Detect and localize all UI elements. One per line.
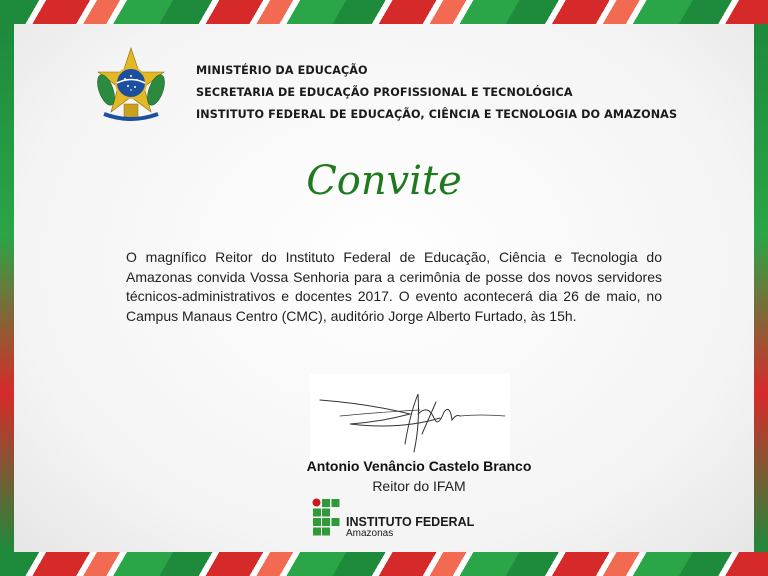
if-grid-logo xyxy=(313,499,340,536)
institute-line: INSTITUTO FEDERAL DE EDUCAÇÃO, CIÊNCIA E TECNOLOGIA DO AMAZONAS xyxy=(196,108,678,121)
top-decorative-band xyxy=(0,0,768,24)
brazil-coat-of-arms-icon xyxy=(94,46,168,126)
handwritten-signature xyxy=(310,374,510,460)
logo-campus-name: Amazonas xyxy=(346,528,394,539)
bottom-decorative-band xyxy=(0,552,768,576)
ministry-line: MINISTÉRIO DA EDUCAÇÃO xyxy=(196,64,368,77)
secretariat-line: SECRETARIA DE EDUCAÇÃO PROFISSIONAL E TECNOLÓGICA xyxy=(196,86,573,99)
institute-logo xyxy=(312,498,512,540)
invitation-title: Convite xyxy=(306,158,462,204)
left-decorative-border xyxy=(0,24,14,552)
logo-institute-name: INSTITUTO FEDERAL xyxy=(346,515,475,529)
institution-header xyxy=(196,60,736,126)
signer-role: Reitor do IFAM xyxy=(372,478,466,494)
invitation-body: O magnífico Reitor do Instituto Federal de Educação, Ciência e Tecnologia do Amazonas convida Vossa Senhoria para a cerimônia de posse dos novos servidores técnicos-administrativos e docentes 2017. O evento acontecerá dia 26 de maio, no Campus Manaus Centro (CMC), auditório Jorge Alberto Furtado, às 15h. xyxy=(126,249,662,324)
signer-name: Antonio Venâncio Castelo Branco xyxy=(306,458,532,474)
invitation-card xyxy=(14,24,754,552)
